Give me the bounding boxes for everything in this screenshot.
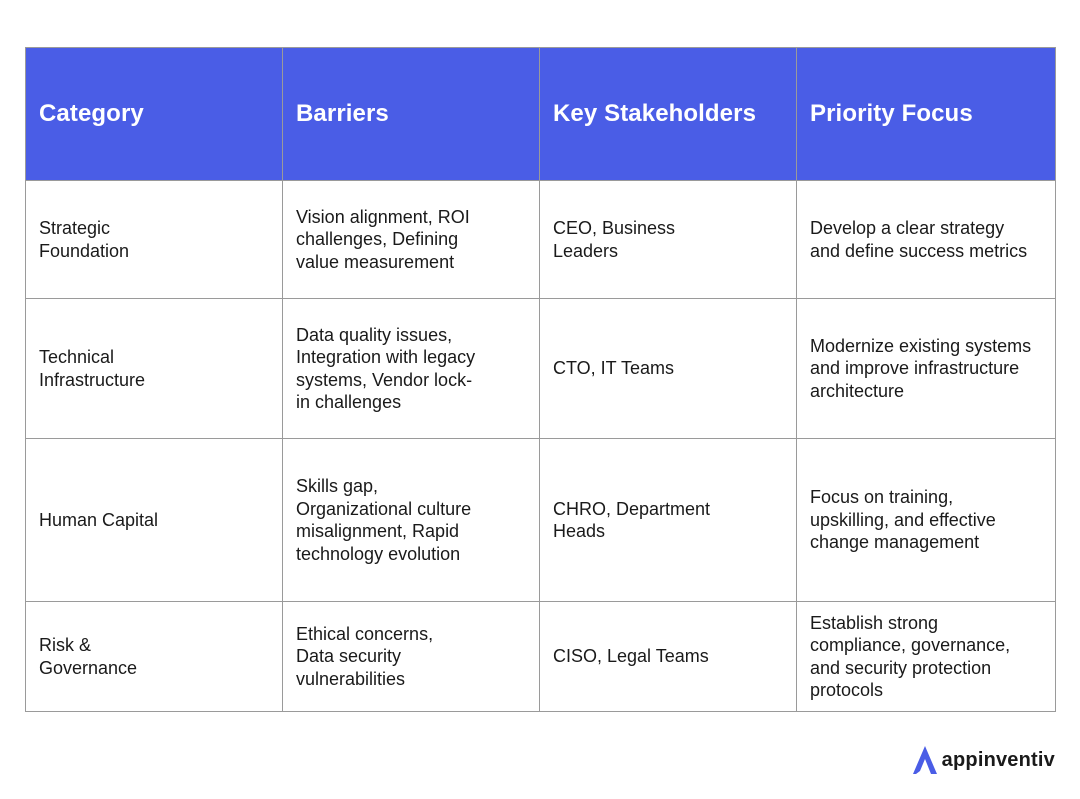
cell-barriers <box>283 299 540 439</box>
cell-focus <box>797 181 1056 299</box>
cell-category <box>26 439 283 602</box>
a-arrow-logo-icon <box>912 745 938 775</box>
cell-category-text: Risk & Governance <box>39 635 138 678</box>
brand-logo <box>912 745 1055 775</box>
cell-category <box>26 299 283 439</box>
table-row <box>26 602 1056 712</box>
header-category: Category <box>26 48 283 181</box>
cell-stakeholders-text: CHRO, Department Heads <box>553 498 711 541</box>
header-priority-focus: Priority Focus <box>797 48 1056 181</box>
cell-barriers-text: Vision alignment, ROI challenges, Defining value measurement <box>296 206 470 272</box>
cell-focus <box>797 602 1056 712</box>
cell-barriers-text: Data quality issues, Integration with legacy systems, Vendor lock-in challenges <box>296 324 476 412</box>
cell-barriers <box>283 602 540 712</box>
table-row <box>26 299 1056 439</box>
cell-stakeholders <box>540 439 797 602</box>
cell-focus-text: Develop a clear strategy and define success metrics <box>810 218 1028 261</box>
cell-stakeholders-text: CISO, Legal Teams <box>553 646 709 667</box>
cell-focus <box>797 439 1056 602</box>
barriers-table <box>25 47 1056 712</box>
cell-barriers <box>283 181 540 299</box>
cell-barriers-text: Ethical concerns, Data security vulnerabilities <box>296 623 434 689</box>
brand-name: appinventiv <box>941 748 1055 771</box>
table-row <box>26 439 1056 602</box>
cell-focus <box>797 299 1056 439</box>
cell-barriers-text: Skills gap, Organizational culture misalignment, Rapid technology evolution <box>296 476 472 564</box>
cell-category <box>26 602 283 712</box>
cell-stakeholders <box>540 602 797 712</box>
cell-category <box>26 181 283 299</box>
cell-category-text: Human Capital <box>39 509 159 530</box>
header-key-stakeholders: Key Stakeholders <box>540 48 797 181</box>
comparison-table-container <box>25 47 1055 712</box>
cell-focus-text: Modernize existing systems and improve infrastructure architecture <box>810 335 1032 401</box>
cell-barriers <box>283 439 540 602</box>
cell-stakeholders <box>540 299 797 439</box>
cell-stakeholders <box>540 181 797 299</box>
cell-stakeholders-text: CTO, IT Teams <box>553 358 675 379</box>
table-row <box>26 181 1056 299</box>
cell-stakeholders-text: CEO, Business Leaders <box>553 218 676 261</box>
cell-category-text: Technical Infrastructure <box>39 347 146 390</box>
cell-focus-text: Establish strong compliance, governance, and security protection protocols <box>810 612 1011 700</box>
header-barriers: Barriers <box>283 48 540 181</box>
table-header-row <box>26 48 1056 181</box>
cell-category-text: Strategic Foundation <box>39 218 130 261</box>
cell-focus-text: Focus on training, upskilling, and effective change management <box>810 487 996 553</box>
